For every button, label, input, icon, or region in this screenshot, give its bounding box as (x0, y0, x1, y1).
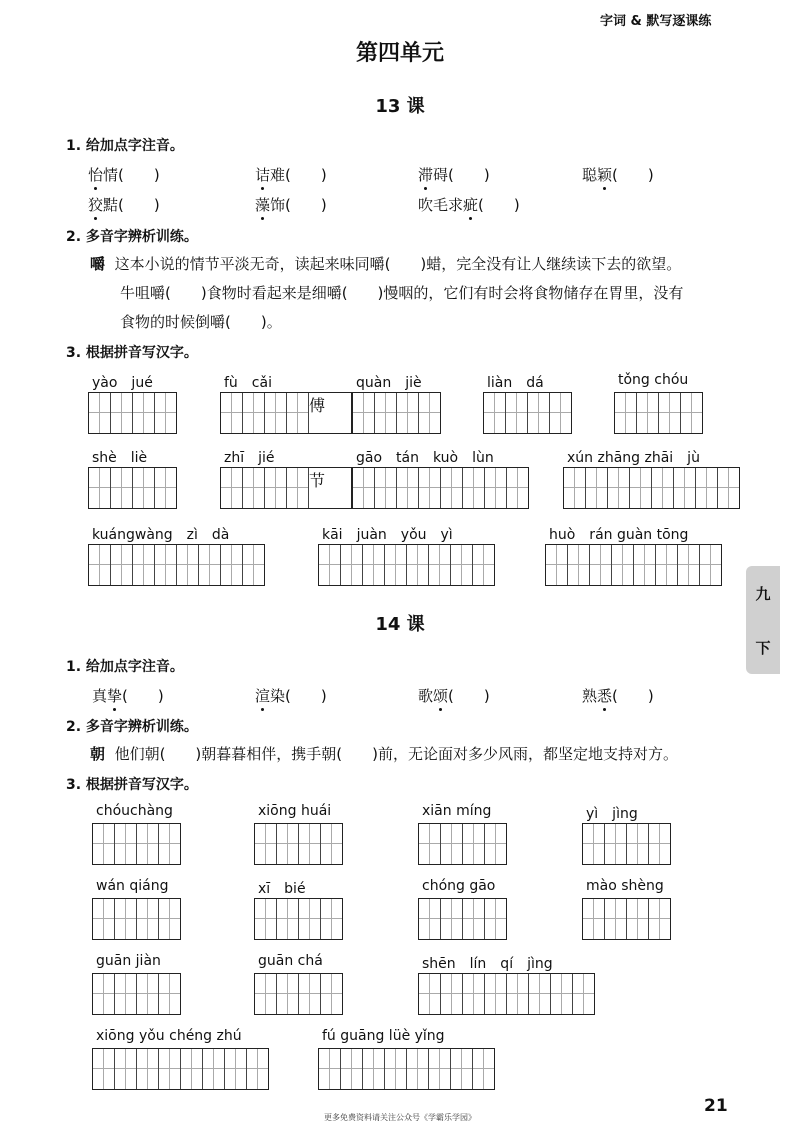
grid-cell (659, 393, 681, 433)
grid-cell (568, 545, 590, 585)
grid-cell (265, 468, 287, 508)
grid-cell (225, 1049, 247, 1089)
grid-cell (451, 1049, 473, 1089)
grid-cell (441, 824, 463, 864)
writing-grid[interactable] (318, 544, 495, 586)
grid-cell (93, 974, 115, 1014)
word-text: 熟 (582, 687, 598, 705)
grid-cell (115, 899, 137, 939)
grid-cell (319, 545, 341, 585)
l13-q2-text (90, 250, 683, 337)
grid-cell (583, 899, 605, 939)
dotted-char: 颖 (597, 166, 613, 184)
grid-cell (700, 545, 721, 585)
pinyin-label: mào shèng (586, 878, 664, 894)
grid-cell (159, 899, 180, 939)
grid-cell (221, 468, 243, 508)
pinyin-label: fù cǎi (224, 375, 272, 391)
grid-cell (115, 824, 137, 864)
pinyin-label: shè liè (92, 450, 148, 466)
word-text: ( ) (612, 166, 654, 184)
writing-grid[interactable] (220, 392, 352, 434)
footer-note: 更多免费资料请关注公众号《学霸乐学园》 (324, 1113, 476, 1122)
grid-cell (419, 824, 441, 864)
pinyin-label: tǒng chóu (618, 372, 689, 388)
writing-grid[interactable] (92, 898, 181, 940)
grid-cell (299, 974, 321, 1014)
dotted-char: 渲 (255, 687, 271, 705)
pinyin-label: kuángwàng zì dà (92, 527, 230, 543)
word-text: 真 (92, 687, 108, 705)
grid-cell (419, 468, 441, 508)
page-number: 21 (704, 1096, 728, 1116)
grid-cell (484, 393, 506, 433)
l14-q1-title: 1. 给加点字注音。 (66, 659, 184, 675)
pinyin-label: shēn lín qí jìng (422, 956, 553, 972)
grid-cell (111, 468, 133, 508)
grid-cell (696, 468, 718, 508)
grid-cell (451, 545, 473, 585)
grid-cell (221, 393, 243, 433)
writing-grid[interactable] (88, 467, 177, 509)
grid-cell (551, 974, 573, 1014)
pinyin-label: guān jiàn (96, 953, 161, 969)
grid-cell (627, 824, 649, 864)
grid-cell (605, 899, 627, 939)
grid-cell (463, 899, 485, 939)
grid-cell (287, 468, 309, 508)
word-item (418, 685, 490, 706)
grid-cell (397, 393, 419, 433)
grid-cell (375, 468, 397, 508)
grid-cell (419, 393, 440, 433)
l14-q2-title: 2. 多音字辨析训练。 (66, 719, 198, 735)
grid-cell (243, 468, 265, 508)
pinyin-label: xiān míng (422, 803, 492, 819)
grid-cell (634, 545, 656, 585)
grid-cell (637, 393, 659, 433)
writing-grid[interactable] (418, 823, 507, 865)
dotted-char: 悉 (597, 687, 613, 705)
pinyin-label: yào jué (92, 375, 153, 391)
writing-grid[interactable] (254, 823, 343, 865)
word-item (255, 685, 327, 706)
word-text: ( ) (612, 687, 654, 705)
pinyin-label: zhī jié (224, 450, 275, 466)
grid-cell (473, 1049, 494, 1089)
grid-cell (674, 468, 696, 508)
grid-cell (111, 393, 133, 433)
lesson-13-title: 13 课 (375, 96, 425, 117)
filled-char: 傅 (309, 396, 326, 415)
grid-cell (137, 1049, 159, 1089)
grid-cell (159, 824, 180, 864)
pinyin-label: wán qiáng (96, 878, 169, 894)
grid-cell (590, 545, 612, 585)
pinyin-label: quàn jiè (356, 375, 422, 391)
word-item (582, 685, 654, 706)
pinyin-label: chóuchàng (96, 803, 173, 819)
grid-cell (506, 393, 528, 433)
word-text: ( ) (478, 196, 520, 214)
grid-cell (133, 468, 155, 508)
grid-cell (529, 974, 551, 1014)
l13-q2-line3: 食物的时候倒嚼( )。 (120, 313, 282, 331)
grid-cell (473, 545, 494, 585)
grid-cell (255, 974, 277, 1014)
grid-cell (485, 974, 507, 1014)
l13-q3-title: 3. 根据拼音写汉字。 (66, 345, 198, 361)
grid-cell (615, 393, 637, 433)
l13-q2-line2: 牛咀嚼( )食物时看起来是细嚼( )慢咽的，它们有时会将食物储存在胃里，没有 (120, 284, 684, 302)
grid-cell (155, 393, 176, 433)
word-item (582, 164, 654, 185)
writing-grid[interactable] (563, 467, 740, 509)
grid-cell (363, 545, 385, 585)
grid-cell (321, 899, 342, 939)
grid-cell (441, 899, 463, 939)
l14-q2-line1: 他们朝( )朝暮暮相伴，携手朝( )前，无论面对多少风雨，都坚定地支持对方。 (114, 745, 678, 763)
side-tab-char-2: 下 (755, 638, 771, 657)
grid-cell (363, 1049, 385, 1089)
grid-cell (177, 545, 199, 585)
writing-grid[interactable] (483, 392, 572, 434)
writing-grid[interactable] (352, 467, 529, 509)
grid-cell (463, 468, 485, 508)
writing-grid[interactable] (582, 898, 671, 940)
grid-cell (441, 468, 463, 508)
grid-cell (155, 545, 177, 585)
grid-cell (89, 545, 111, 585)
writing-grid[interactable] (582, 823, 671, 865)
word-text: 碍( ) (433, 166, 490, 184)
grid-cell (507, 974, 529, 1014)
writing-grid[interactable] (92, 823, 181, 865)
grid-cell (652, 468, 674, 508)
grid-cell (605, 824, 627, 864)
grid-cell (627, 899, 649, 939)
writing-grid[interactable] (318, 1048, 495, 1090)
grid-cell (407, 1049, 429, 1089)
writing-grid[interactable] (254, 973, 343, 1015)
pinyin-label: fú guāng lüè yǐng (322, 1028, 445, 1044)
grid-cell (277, 824, 299, 864)
word-text: 吹毛求 (418, 196, 464, 214)
writing-grid[interactable] (254, 898, 343, 940)
writing-grid[interactable] (220, 467, 352, 509)
writing-grid[interactable] (352, 392, 441, 434)
word-text: 饰( ) (270, 196, 327, 214)
word-text: ( ) (122, 687, 164, 705)
word-item (418, 194, 520, 215)
grid-cell (287, 393, 309, 433)
grid-cell (507, 468, 528, 508)
dotted-char: 颂 (433, 687, 449, 705)
grid-cell (89, 468, 111, 508)
dotted-char: 挚 (107, 687, 123, 705)
pinyin-label: kāi juàn yǒu yì (322, 527, 453, 543)
grid-cell (93, 899, 115, 939)
grid-cell (528, 393, 550, 433)
pinyin-label: chóng gāo (422, 878, 496, 894)
word-item (88, 194, 160, 215)
pinyin-label: guān chá (258, 953, 323, 969)
grid-cell (137, 824, 159, 864)
grid-cell (89, 393, 111, 433)
grid-cell (199, 545, 221, 585)
grid-cell (341, 545, 363, 585)
grid-cell (255, 899, 277, 939)
grid-cell (419, 974, 441, 1014)
l14-q2-text (90, 740, 678, 769)
grid-cell (115, 974, 137, 1014)
word-text: 黠( ) (103, 196, 160, 214)
grid-cell (299, 824, 321, 864)
word-item (88, 164, 160, 185)
grid-cell (265, 393, 287, 433)
writing-grid[interactable] (418, 898, 507, 940)
grid-cell (656, 545, 678, 585)
grid-cell (93, 824, 115, 864)
dotted-char: 狡 (88, 196, 104, 214)
writing-grid[interactable] (545, 544, 722, 586)
grid-cell (485, 899, 506, 939)
dotted-char: 疵 (463, 196, 479, 214)
pinyin-label: xiōng huái (258, 803, 332, 819)
word-text: 染( ) (270, 687, 327, 705)
pinyin-label: huò rán guàn tōng (549, 527, 689, 543)
filled-char: 节 (309, 471, 326, 490)
grid-cell (221, 545, 243, 585)
grid-cell (277, 899, 299, 939)
dotted-char: 怡 (88, 166, 104, 184)
grid-cell (111, 545, 133, 585)
grid-cell (299, 899, 321, 939)
writing-grid[interactable] (88, 544, 265, 586)
grid-cell (133, 545, 155, 585)
grid-cell (321, 974, 342, 1014)
grid-cell (612, 545, 634, 585)
grid-cell (441, 974, 463, 1014)
grid-cell (630, 468, 652, 508)
pinyin-label: xī bié (258, 881, 306, 897)
grid-cell (385, 1049, 407, 1089)
grid-cell (649, 899, 670, 939)
grid-cell (319, 1049, 341, 1089)
grid-cell (550, 393, 571, 433)
grid-cell (463, 974, 485, 1014)
grid-cell (385, 545, 407, 585)
grid-cell (353, 393, 375, 433)
l13-q1-title: 1. 给加点字注音。 (66, 138, 184, 154)
grid-cell (243, 545, 264, 585)
grid-cell (583, 824, 605, 864)
dotted-char: 藻 (255, 196, 271, 214)
l13-q2-title: 2. 多音字辨析训练。 (66, 229, 198, 245)
header-title: 字词 & 默写逐课练 (600, 14, 712, 29)
grid-cell (203, 1049, 225, 1089)
dotted-char: 诘 (255, 166, 271, 184)
writing-grid[interactable] (92, 973, 181, 1015)
writing-grid[interactable] (92, 1048, 269, 1090)
word-text: ( ) (448, 687, 490, 705)
grid-cell (419, 899, 441, 939)
word-item (255, 194, 327, 215)
word-text: 难( ) (270, 166, 327, 184)
grid-cell (678, 545, 700, 585)
grid-cell (429, 1049, 451, 1089)
grid-cell (137, 974, 159, 1014)
l13-q2-char: 嚼 (90, 255, 106, 273)
grid-cell (564, 468, 586, 508)
grid-cell (375, 393, 397, 433)
grid-cell (115, 1049, 137, 1089)
grid-cell (681, 393, 702, 433)
pinyin-label: liàn dá (487, 375, 544, 391)
word-item (92, 685, 164, 706)
grid-cell (463, 824, 485, 864)
lesson-14-title: 14 课 (375, 614, 425, 635)
grid-cell (429, 545, 451, 585)
grid-cell (485, 468, 507, 508)
grid-cell (718, 468, 739, 508)
grid-cell (243, 393, 265, 433)
grid-cell (608, 468, 630, 508)
grid-cell (649, 824, 670, 864)
l14-q3-title: 3. 根据拼音写汉字。 (66, 777, 198, 793)
grid-cell (133, 393, 155, 433)
pinyin-label: yì jìng (586, 806, 638, 822)
grid-cell (341, 1049, 363, 1089)
grid-cell (93, 1049, 115, 1089)
grid-cell (546, 545, 568, 585)
dotted-char: 滞 (418, 166, 434, 184)
writing-grid[interactable] (614, 392, 703, 434)
grid-cell (407, 545, 429, 585)
pinyin-label: gāo tán kuò lùn (356, 450, 494, 466)
grid-cell (159, 1049, 181, 1089)
l13-q2-line1: 这本小说的情节平淡无奇，读起来味同嚼( )蜡，完全没有让人继续读下去的欲望。 (114, 255, 682, 273)
pinyin-label: xún zhāng zhāi jù (567, 450, 700, 466)
grid-cell (353, 468, 375, 508)
grid-cell (159, 974, 180, 1014)
grid-cell (255, 824, 277, 864)
grid-cell (321, 824, 342, 864)
l14-q2-char: 朝 (90, 745, 106, 763)
grid-cell (573, 974, 594, 1014)
grid-cell (137, 899, 159, 939)
side-tab-char-1: 九 (755, 584, 771, 603)
grid-cell (397, 468, 419, 508)
writing-grid[interactable] (418, 973, 595, 1015)
grid-cell (155, 468, 176, 508)
grid-cell (485, 824, 506, 864)
grid-cell (247, 1049, 268, 1089)
word-item (255, 164, 327, 185)
writing-grid[interactable] (88, 392, 177, 434)
word-item (418, 164, 490, 185)
unit-title: 第四单元 (355, 41, 444, 66)
grid-cell (277, 974, 299, 1014)
word-text: 情( ) (103, 166, 160, 184)
pinyin-label: xiōng yǒu chéng zhú (96, 1028, 242, 1044)
word-text: 聪 (582, 166, 598, 184)
word-text: 歌 (418, 687, 434, 705)
grid-cell (586, 468, 608, 508)
grid-cell (181, 1049, 203, 1089)
